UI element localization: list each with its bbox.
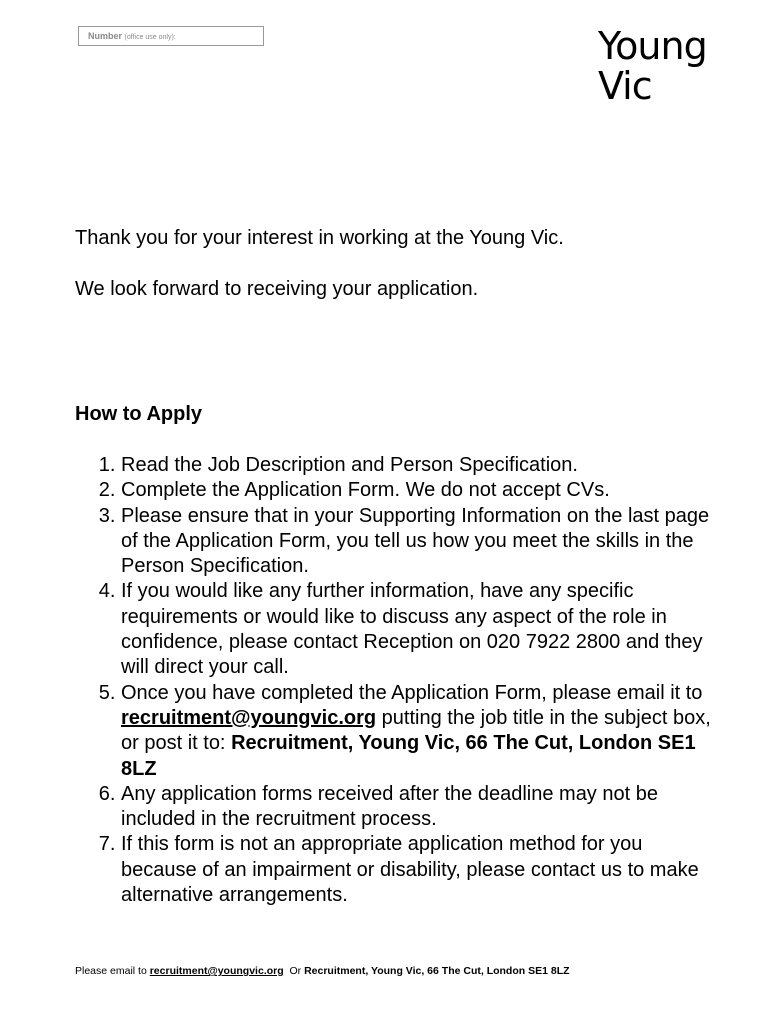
logo-line-vic: Vic [598, 64, 652, 108]
footer-email-link[interactable]: recruitment@youngvic.org [149, 965, 284, 977]
step-5-text-middle: putting the job title in the subject box, or post it to: [121, 706, 711, 755]
list-item [121, 681, 715, 782]
how-to-apply-heading: How to Apply [75, 403, 203, 425]
page-footer [75, 965, 570, 977]
step-1-text: Read the Job Description and Person Specification. [121, 454, 578, 476]
list-item [121, 579, 715, 680]
office-use-number-field[interactable] [78, 26, 264, 46]
footer-address: Recruitment, Young Vic, 66 The Cut, London SE1 8LZ [304, 965, 570, 977]
step-3-text: Please ensure that in your Supporting Information on the last page of the Application Form, you tell us how you meet the skills in the Person Specification. [121, 504, 710, 578]
office-number-sublabel: (office use only): [124, 34, 176, 41]
footer-or: Or [283, 965, 305, 977]
list-item [121, 782, 715, 833]
recruitment-email-link[interactable]: recruitment@youngvic.org [121, 706, 377, 729]
footer-prefix: Please email to [75, 965, 150, 977]
intro-thank-you: Thank you for your interest in working at the Young Vic. [75, 227, 564, 249]
list-item [121, 478, 715, 503]
list-item [121, 504, 715, 580]
step-2-text: Complete the Application Form. We do not accept CVs. [121, 479, 610, 502]
application-steps-list [75, 453, 715, 908]
list-item [121, 832, 715, 908]
list-item [121, 453, 715, 478]
intro-look-forward: We look forward to receiving your application. [75, 278, 479, 300]
logo-line-young: Young [598, 24, 707, 68]
young-vic-logo [598, 26, 728, 106]
step-4-text: If you would like any further information, have any specific requirements or would like to discuss any aspect of the role in confidence, please contact Reception on 020 7922 2800 and they will direct your call. [121, 580, 703, 679]
step-5-text-start: Once you have completed the Application Form, please email it to [121, 681, 703, 704]
step-6-text: Any application forms received after the deadline may not be included in the recruitment process. [121, 782, 658, 831]
postal-address: Recruitment, Young Vic, 66 The Cut, London SE1 8LZ [121, 732, 696, 780]
step-7-text: If this form is not an appropriate application method for you because of an impairment or disability, please contact us to make alternative arrangements. [121, 833, 699, 907]
office-number-label: Number [88, 31, 123, 41]
